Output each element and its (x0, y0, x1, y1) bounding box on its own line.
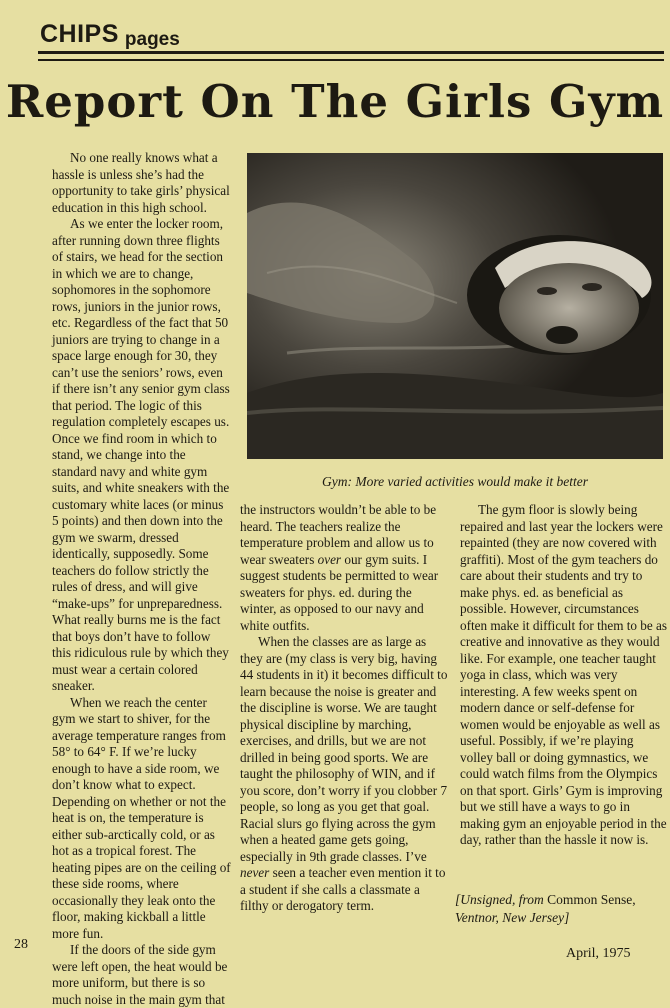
photo-caption: Gym: More varied activities would make it better (321, 474, 589, 489)
section-header (40, 20, 180, 49)
paragraph (240, 502, 448, 634)
text-run: the instructors wouldn’t be able to be heard. The teachers realize the temperature problem and allow us to wear sweaters (240, 502, 437, 567)
emphasis: over (317, 551, 342, 567)
attribution-source: Common Sense, (547, 892, 636, 907)
page-number: 28 (14, 937, 28, 952)
swimmer-photo-image (247, 153, 663, 459)
paragraph: When we reach the center gym we start to shiver, for the average temperature ranges from 58° to 64° F. If we’re lucky enough to have a side room, we don’t know what to expect. Depending on whether or not the heat is on, the temperature is either sub-arctically cold, or as hot as a tropical forest. The heating pipes are on the ceiling of these side rooms, where occasionally they leak onto the floor, making kickball a little more fun. (52, 694, 231, 941)
text-run: our gym suits. I suggest students be permitted to wear sweaters for phys. ed. during the winter, as opposed to our navy and white outfits. (240, 551, 439, 633)
article-column-2 (240, 502, 448, 915)
issue-date: April, 1975 (566, 946, 631, 961)
source-attribution (455, 891, 667, 927)
article-column-1 (52, 150, 232, 1008)
section-name: CHIPS (40, 20, 119, 48)
attribution-open: [Unsigned, from (455, 892, 548, 907)
section-subname: pages (124, 29, 180, 50)
paragraph: No one really knows what a hassle is unless she’s had the opportunity to take girls’ physical education in this high school. (52, 150, 230, 215)
swimmer-photo (247, 153, 663, 459)
paragraph (240, 634, 448, 915)
paragraph: If the doors of the side gym were left open, the heat would be more uniform, but there is so much noise in the main gym that (52, 942, 228, 1007)
header-rule-thick (38, 51, 664, 54)
text-run: seen a teacher even mention it to a student if she calls a classmate a filthy or derogatory term. (240, 865, 446, 913)
attribution-location: Ventnor, New Jersey] (455, 910, 570, 925)
paragraph: As we enter the locker room, after running down three flights of stairs, we head for the section in which we are to change, sophomores in the sophomore rows, juniors in the junior rows, etc. Regardless of the fact that 50 juniors are trying to change in a space large enough for 30, they can’t use the seniors’ rows, even if there isn’t any senior gym class that period. The logic of this regulation completely escapes us. Once we find room in which to stand, we change into the standard navy and white gym suits, and white sneakers with the customary white laces (or minus 5 points) and then down into the gym we swarm, dressed identically, supposedly. Some teachers do follow strictly the rules of dress, and will give “make-ups” for unpreparedness. What really burns me is the fact that boys don’t have to follow this ridiculous rule by which they must wear a certain colored sneaker. (52, 216, 230, 693)
text-run: When the classes are as large as they are (my class is very big, having 44 students in it) it becomes difficult to learn because the noise is greater and the discipline is worse. We are taught physical discipline by marching, exercises, and drills, but we are not drilled in being good sports. We are taught the philosophy of WIN, and if you score, don’t worry if you clobber 7 people, so long as you get that goal. Racial slurs go flying across the gym when a heated game gets going, especially in 9th grade classes. I’ve (240, 634, 448, 864)
emphasis: never (240, 865, 270, 880)
header-rule-thin (38, 59, 664, 61)
article-headline: Report On The Girls Gym (5, 75, 665, 128)
article-column-3 (460, 502, 668, 849)
paragraph: The gym floor is slowly being repaired and last year the lockers were repainted (they are now covered with graffiti). Most of the gym teachers do care about their students and try to make phys. ed. as beneficial as possible. However, circumstances often make it difficult for them to be as creative and innovative as they would like. For example, one teacher taught yoga in class, which was very interesting. A few weeks spent on modern dance or self-defense for women would be enjoyable as well as useful. Possibly, if we’re playing volley ball or doing gymnastics, we could watch films from the Olympics on that sport. Girls’ Gym is improving but we still have a ways to go in making gym an enjoyable period in the day, rather than the hassle it now is. (460, 502, 668, 847)
